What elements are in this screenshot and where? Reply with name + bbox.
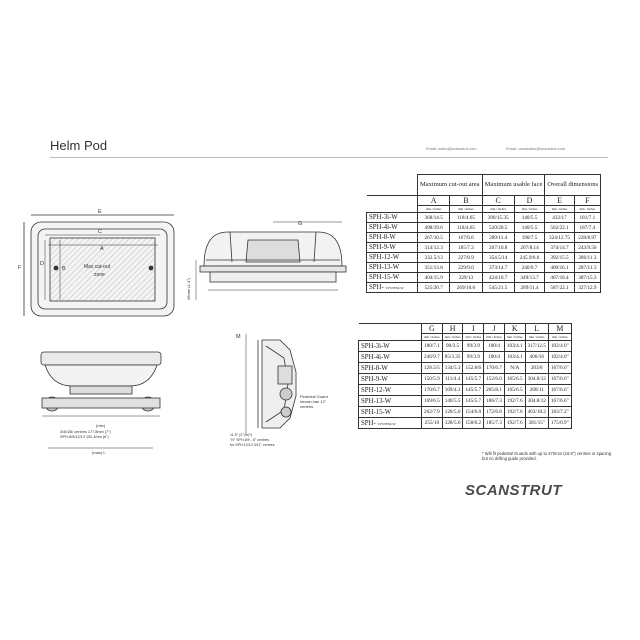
table1-value-cell: 520/20.5: [482, 223, 514, 233]
table2-value-cell: 152.8/6: [463, 363, 484, 374]
table1-model-name: SPH-9-W: [369, 244, 396, 251]
table1-value-cell: 140/5.5: [514, 223, 545, 233]
table2-value-cell: 128/5.0: [442, 418, 463, 429]
dim-label-b: B: [62, 266, 66, 272]
table2-value-cell: 185/7.3: [484, 418, 505, 429]
table1-value-cell: 207/10.8: [482, 243, 514, 253]
table2-model-cell: [359, 385, 422, 396]
table2-value-cell: 103/4.1: [504, 341, 525, 352]
table2-value-cell: 100/4: [484, 341, 505, 352]
table2-value-cell: 169/6.5: [422, 396, 443, 407]
table2-value-cell: 128.5/5: [422, 363, 443, 374]
table-row: [367, 243, 601, 253]
table2-value-cell: 205/8.1: [484, 385, 505, 396]
table2-unit-k: mm / inches: [504, 334, 525, 341]
table1-group-usable: Maximum usable face: [482, 175, 545, 196]
table2-value-cell: 102/4.0": [548, 341, 571, 352]
dimensions-table-2: [358, 323, 572, 429]
table-row: [359, 341, 572, 352]
table1-value-cell: 289/11.4: [514, 283, 545, 293]
table1-model-cell: [367, 233, 418, 243]
table1-model-name: SPH-4i-W: [369, 224, 398, 231]
table2-value-cell: 183/7.2": [548, 407, 571, 418]
table1-group-overall: Overall dimensions: [545, 175, 601, 196]
side-bracket-drawing: [246, 334, 296, 436]
table1-model-sub: SYSTEM-W: [385, 286, 404, 290]
table2-value-cell: 150/5.9: [422, 374, 443, 385]
table1-value-cell: 181/7.1: [574, 213, 600, 223]
overseas-email: Email: oseasales@scanstrut.com: [506, 146, 566, 151]
table2-col-m: M: [548, 324, 571, 334]
table-row: [367, 223, 601, 233]
guard-note-line2: shown has 12": [300, 399, 327, 404]
table2-value-cell: 202/7.9: [422, 407, 443, 418]
table1-value-cell: 545/21.5: [482, 283, 514, 293]
table2-col-g: G: [422, 324, 443, 334]
table2-model-cell: [359, 374, 422, 385]
table2-value-cell: 145/5.7: [463, 385, 484, 396]
table-row: [367, 213, 601, 223]
table1-model-header: [367, 196, 418, 213]
table2-value-cell: 134/5.3: [442, 363, 463, 374]
table1-value-cell: 228/8.97: [574, 233, 600, 243]
table1-model-name: SPH-12-W: [369, 254, 400, 261]
table1-value-cell: 118/4.65: [450, 213, 482, 223]
table2-value-cell: 145/5.7: [463, 396, 484, 407]
centres-line2: SPH-8/9/12/13 152.4mm (6"): [60, 435, 109, 439]
table1-value-cell: 243/9.56: [574, 243, 600, 253]
table1-corner: [367, 175, 418, 196]
table2-value-cell: 165/6.5: [504, 385, 525, 396]
table1-col-c: C: [482, 196, 514, 206]
table2-value-cell: 192/7.6: [504, 418, 525, 429]
table1-model-name: SPH-8-W: [369, 234, 396, 241]
table1-model-cell: [367, 223, 418, 233]
table2-value-cell: 246/9.7: [422, 352, 443, 363]
table2-value-cell: 167/6.6": [548, 385, 571, 396]
table1-value-cell: 207/8.14: [514, 243, 545, 253]
table2-model-cell: [359, 352, 422, 363]
table1-value-cell: 409/16.1: [545, 263, 574, 273]
side-view-drawing: [196, 222, 346, 300]
table1-value-cell: 314/12.3: [418, 243, 450, 253]
table1-model-name: SPH-: [369, 284, 384, 291]
table2-model-name: SPH-12-W: [361, 386, 392, 394]
table1-value-cell: 227/8.9: [450, 253, 482, 263]
table2-value-cell: 85/3.35: [442, 352, 463, 363]
table-row: [359, 396, 572, 407]
cutout-zone-line1: Max cut-out: [84, 264, 111, 270]
table2-model-header: [359, 324, 422, 341]
table1-value-cell: 245.9/6.6: [514, 253, 545, 263]
table2-col-i: I: [463, 324, 484, 334]
table1-col-a: A: [418, 196, 450, 206]
table1-model-cell: [367, 243, 418, 253]
sales-email: Email: sales@scanstrut.com: [426, 146, 477, 151]
table1-unit-c: mm / inches: [482, 206, 514, 213]
table1-value-cell: 467/18.4: [545, 273, 574, 283]
table1-value-cell: 374/14.7: [545, 243, 574, 253]
table2-unit-h: mm / inches: [442, 334, 463, 341]
table2-unit-j: mm / inches: [484, 334, 505, 341]
table-row: [367, 263, 601, 273]
table1-model-cell: [367, 253, 418, 263]
table1-value-cell: 432/17: [545, 213, 574, 223]
table2-value-cell: 140/5.5: [442, 396, 463, 407]
table1-value-cell: 373/14.7: [482, 263, 514, 273]
table1-unit-f: mm / inches: [574, 206, 600, 213]
table1-value-cell: 187/7.4: [574, 223, 600, 233]
table1-model-cell: [367, 263, 418, 273]
table2-model-cell: [359, 363, 422, 374]
table2-value-cell: 145/5.7: [463, 374, 484, 385]
table2-model-name: SPH-13-W: [361, 397, 392, 405]
table2-model-name: SPH-8-W: [361, 364, 388, 372]
scanstrut-logo: SCANSTRUT: [465, 482, 562, 499]
table2-value-cell: 99/3.9: [463, 341, 484, 352]
table1-value-cell: 498/19.6: [418, 223, 450, 233]
table2-value-cell: 186/7.3: [484, 396, 505, 407]
table2-value-cell: 102/4.0": [548, 352, 571, 363]
table2-value-cell: 128/5.0: [442, 407, 463, 418]
table2-unit-i: mm / inches: [463, 334, 484, 341]
side-dim-line1: 11.5" (2") h(?): [230, 433, 253, 437]
cutout-zone-line2: zone: [94, 272, 105, 278]
table2-value-cell: 109/4.3: [442, 385, 463, 396]
table2-value-cell: 103/4.1: [504, 352, 525, 363]
table2-value-cell: N/A: [504, 363, 525, 374]
table1-value-cell: 324/12.75: [545, 233, 574, 243]
height-dimension: 36mm (1.4"): [186, 278, 191, 300]
table2-value-cell: 304.8/12: [525, 396, 548, 407]
table1-value-cell: 424/16.7: [482, 273, 514, 283]
table1-model-name: SPH-3i-W: [369, 214, 398, 221]
table1-value-cell: 190/7.5: [514, 233, 545, 243]
table-row: [359, 374, 572, 385]
table1-col-b: B: [450, 196, 482, 206]
min-label: (min): [96, 423, 106, 428]
table-row: [367, 283, 601, 293]
table2-col-h: H: [442, 324, 463, 334]
table2-value-cell: 406/16: [525, 352, 548, 363]
table2-value-cell: 175/6.9": [548, 418, 571, 429]
table1-value-cell: 525/20.7: [418, 283, 450, 293]
table-row: [359, 407, 572, 418]
table1-value-cell: 269/10.6: [450, 283, 482, 293]
table2-value-cell: 280/11: [525, 385, 548, 396]
table1-model-name: SPH-13-W: [369, 264, 400, 271]
table2-value-cell: 203/8: [525, 363, 548, 374]
table-row: [367, 253, 601, 263]
dim-label-g: G: [298, 221, 303, 227]
table1-value-cell: 286/11.3: [574, 253, 600, 263]
table1-value-cell: 562/22.1: [545, 223, 574, 233]
table1-model-cell: [367, 213, 418, 223]
table1-value-cell: 349/13.7: [514, 273, 545, 283]
table1-value-cell: 287/11.3: [574, 263, 600, 273]
table1-model-cell: [367, 283, 418, 293]
dim-label-e: E: [98, 209, 102, 215]
table2-col-l: L: [525, 324, 548, 334]
table2-model-cell: [359, 407, 422, 418]
page-title: Helm Pod: [50, 138, 108, 153]
table2-model-cell: [359, 418, 422, 429]
side-dim-line3: for SPH-12/13 3/11" centres: [230, 443, 275, 447]
table2-value-cell: 192/7.6: [504, 396, 525, 407]
table2-value-cell: 158/6.2: [463, 418, 484, 429]
guard-note-line3: centres: [300, 404, 314, 409]
table2-col-k: K: [504, 324, 525, 334]
dim-label-c: C: [98, 229, 102, 235]
table2-model-name: SPH-: [361, 419, 376, 427]
table2-value-cell: 167/6.6": [548, 396, 571, 407]
table1-value-cell: 327/12.9: [574, 283, 600, 293]
centres-line1: 3/4i/15i/ centres 177.8mm (7"): [60, 430, 111, 434]
table2-unit-l: mm / inches: [525, 334, 548, 341]
table2-model-cell: [359, 341, 422, 352]
table2-value-cell: 304.8/12: [525, 374, 548, 385]
table1-unit-d: mm / inches: [514, 206, 545, 213]
table1-value-cell: 140/5.5: [514, 213, 545, 223]
table1-unit-b: mm / inches: [450, 206, 482, 213]
table1-value-cell: 118/4.65: [450, 223, 482, 233]
table1-value-cell: 185/7.3: [450, 243, 482, 253]
table1-value-cell: 289/11.4: [482, 233, 514, 243]
table1-model-cell: [367, 273, 418, 283]
table2-value-cell: 170/6.7: [484, 363, 505, 374]
table2-model-name: SPH-3i-W: [361, 342, 390, 350]
table2-value-cell: 192/7.6: [504, 407, 525, 418]
table2-value-cell: 172/6.8: [484, 407, 505, 418]
table1-value-cell: 387/15.3: [574, 273, 600, 283]
table1-value-cell: 329/13: [450, 273, 482, 283]
table-row: [367, 233, 601, 243]
side-dim-line2: "N" SPH-8/9 - 6" centres: [230, 438, 269, 442]
table1-value-cell: 404/15.9: [418, 273, 450, 283]
table2-value-cell: 167/6.6": [548, 363, 571, 374]
table1-col-f: F: [574, 196, 600, 206]
table-row: [367, 273, 601, 283]
table1-value-cell: 332.5/13: [418, 253, 450, 263]
table1-value-cell: 229/9.0: [450, 263, 482, 273]
table-row: [359, 385, 572, 396]
table1-group-cutout: Maximum cut-out area: [418, 175, 483, 196]
table2-value-cell: 167/6.6": [548, 374, 571, 385]
table1-value-cell: 390/15.35: [482, 213, 514, 223]
table2-value-cell: 180/7.1: [422, 341, 443, 352]
table2-value-cell: 255/10: [422, 418, 443, 429]
table2-value-cell: 152/6.0: [484, 374, 505, 385]
dim-label-f: F: [18, 265, 22, 271]
table2-model-cell: [359, 396, 422, 407]
dim-label-a: A: [100, 246, 104, 252]
table2-model-name: SPH-15-W: [361, 408, 392, 416]
table2-value-cell: 463/18.2: [525, 407, 548, 418]
table1-value-cell: 246/9.7: [514, 263, 545, 273]
table2-value-cell: 111/4.4: [442, 374, 463, 385]
table1-value-cell: 351/13.8: [418, 263, 450, 273]
table2-value-cell: 99/3.9: [463, 352, 484, 363]
table1-col-d: D: [514, 196, 545, 206]
table1-value-cell: 587/22.1: [545, 283, 574, 293]
table2-col-j: J: [484, 324, 505, 334]
table1-value-cell: 368/14.5: [418, 213, 450, 223]
dim-label-d: D: [40, 261, 44, 267]
table1-value-cell: 354.5/14: [482, 253, 514, 263]
table-row: [359, 363, 572, 374]
table-row: [359, 352, 572, 363]
dimensions-table-1: [366, 174, 601, 293]
table2-value-cell: 154/6.0: [463, 407, 484, 418]
table2-value-cell: 317/12.5: [525, 341, 548, 352]
guard-note-line1: Pedestal Guard: [300, 394, 328, 399]
dim-label-m: M: [236, 334, 241, 340]
table1-value-cell: 267/10.5: [418, 233, 450, 243]
table2-unit-g: mm / inches: [422, 334, 443, 341]
table2-value-cell: 90/3.5: [442, 341, 463, 352]
table2-value-cell: 381/15": [525, 418, 548, 429]
table2-unit-m: mm / inches: [548, 334, 571, 341]
table-row: [359, 418, 572, 429]
footnote: * Will fit pedestal Guards with up to 470mm (18.5") centres or spacing but no drilling guide provided.: [482, 451, 612, 461]
table2-value-cell: 100/4: [484, 352, 505, 363]
table2-value-cell: 170/6.7: [422, 385, 443, 396]
table1-col-e: E: [545, 196, 574, 206]
table2-model-name: SPH-4i-W: [361, 353, 390, 361]
table1-value-cell: 167/6.6: [450, 233, 482, 243]
table2-value-cell: 165/6.5: [504, 374, 525, 385]
table1-unit-e: mm / inches: [545, 206, 574, 213]
max-l-label: (max) L: [92, 450, 106, 455]
table1-value-cell: 392/15.5: [545, 253, 574, 263]
table2-model-name: SPH-9-W: [361, 375, 388, 383]
table1-unit-a: mm / inches: [418, 206, 450, 213]
table1-model-name: SPH-15-W: [369, 274, 400, 281]
table2-model-sub: SYSTEM-W: [377, 421, 396, 426]
